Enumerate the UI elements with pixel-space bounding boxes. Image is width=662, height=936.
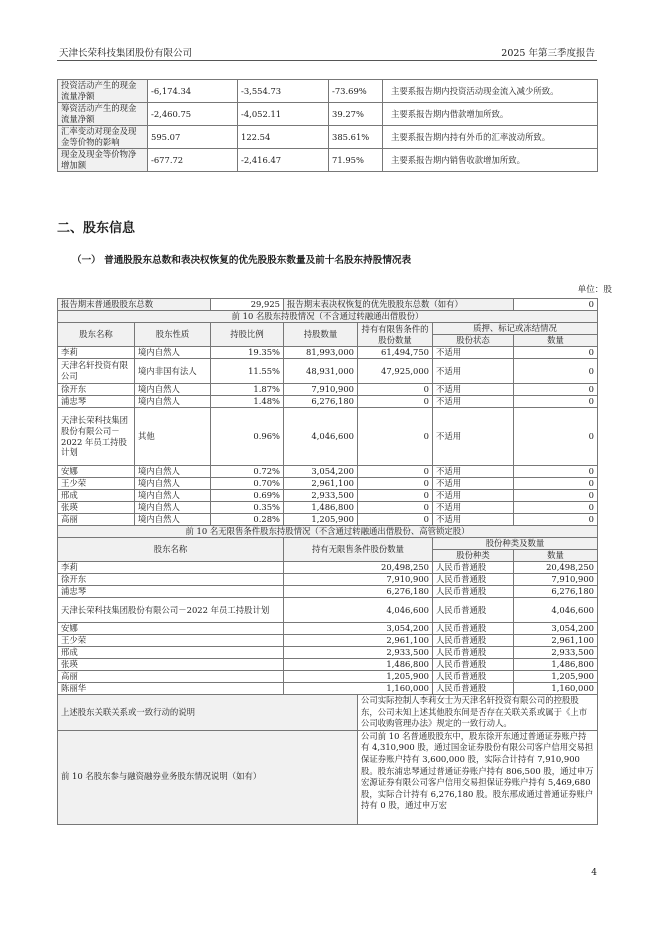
unrestricted-count: 3,054,200 bbox=[284, 623, 433, 635]
unrestricted-qty: 1,205,900 bbox=[514, 671, 598, 683]
col-restricted: 持有有限售条件的股份数量 bbox=[358, 323, 433, 347]
holder-status: 不适用 bbox=[433, 359, 514, 384]
top10-caption: 前 10 名股东持股情况（不含通过转融通出借股份） bbox=[58, 311, 598, 323]
holder-restricted: 61,494,750 bbox=[358, 347, 433, 359]
u-col-qty: 数量 bbox=[514, 550, 598, 562]
cashflow-change: 385.61% bbox=[329, 126, 383, 149]
cashflow-item: 投资活动产生的现金流量净额 bbox=[58, 80, 148, 103]
holder-nature: 境内自然人 bbox=[135, 384, 211, 396]
page-header bbox=[57, 44, 597, 61]
top10-row bbox=[58, 514, 598, 526]
summary-row bbox=[58, 299, 598, 311]
unrestricted-count: 4,046,600 bbox=[284, 598, 433, 623]
cashflow-prior: -4,052.11 bbox=[238, 103, 329, 126]
holder-name: 安娜 bbox=[58, 466, 135, 478]
page-number: 4 bbox=[591, 868, 597, 878]
holder-name: 张瑛 bbox=[58, 502, 135, 514]
cashflow-prior: -2,416.47 bbox=[238, 149, 329, 172]
related-note-label: 上述股东关联关系或一致行动的说明 bbox=[58, 695, 358, 731]
cashflow-item: 汇率变动对现金及现金等价物的影响 bbox=[58, 126, 148, 149]
holder-status: 不适用 bbox=[433, 478, 514, 490]
unrestricted-kind: 人民币普通股 bbox=[433, 574, 514, 586]
cashflow-change: 39.27% bbox=[329, 103, 383, 126]
holder-status: 不适用 bbox=[433, 384, 514, 396]
unrestricted-row bbox=[58, 659, 598, 671]
top10-header-row bbox=[58, 323, 598, 335]
unrestricted-kind: 人民币普通股 bbox=[433, 671, 514, 683]
holder-nature: 境内自然人 bbox=[135, 347, 211, 359]
holder-qty: 0 bbox=[514, 502, 598, 514]
pref-holders-label: 报告期末表决权恢复的优先股股东总数（如有） bbox=[284, 299, 514, 311]
cashflow-table bbox=[57, 79, 598, 172]
holder-count: 3,054,200 bbox=[284, 466, 358, 478]
holder-ratio: 1.48% bbox=[211, 396, 284, 408]
margin-note-row bbox=[58, 730, 598, 824]
holder-count: 4,046,600 bbox=[284, 408, 358, 466]
unrestricted-name: 浦忠琴 bbox=[58, 586, 284, 598]
section-subtitle: （一） 普通股股东总数和表决权恢复的优先股股东数量及前十名股东持股情况表 bbox=[72, 255, 412, 266]
unrestricted-count: 20,498,250 bbox=[284, 562, 433, 574]
pref-holders-value: 0 bbox=[514, 299, 598, 311]
unrestricted-qty: 7,910,900 bbox=[514, 574, 598, 586]
cashflow-prior: 122.54 bbox=[238, 126, 329, 149]
cashflow-current: -677.72 bbox=[148, 149, 238, 172]
total-holders-label: 报告期末普通股股东总数 bbox=[58, 299, 211, 311]
holder-restricted: 0 bbox=[358, 502, 433, 514]
holder-name: 天津长荣科技集团股份有限公司－2022 年员工持股计划 bbox=[58, 408, 135, 466]
report-title: 2025 年第三季度报告 bbox=[501, 48, 595, 59]
unrestricted-kind: 人民币普通股 bbox=[433, 562, 514, 574]
unrestricted-qty: 2,933,500 bbox=[514, 647, 598, 659]
cashflow-row bbox=[58, 149, 598, 172]
unrestricted-name: 安娜 bbox=[58, 623, 284, 635]
top10-row bbox=[58, 396, 598, 408]
cashflow-prior: -3,554.73 bbox=[238, 80, 329, 103]
cashflow-current: -6,174.34 bbox=[148, 80, 238, 103]
unrestricted-count: 6,276,180 bbox=[284, 586, 433, 598]
unrestricted-name: 徐开东 bbox=[58, 574, 284, 586]
holder-nature: 境内自然人 bbox=[135, 490, 211, 502]
cashflow-reason: 主要系报告期内借款增加所致。 bbox=[383, 103, 598, 126]
cashflow-current: -2,460.75 bbox=[148, 103, 238, 126]
holder-count: 2,933,500 bbox=[284, 490, 358, 502]
unrestricted-count: 2,961,100 bbox=[284, 635, 433, 647]
unrestricted-row bbox=[58, 671, 598, 683]
unrestricted-row bbox=[58, 598, 598, 623]
col-qty: 数量 bbox=[514, 335, 598, 347]
unit-label: 单位：股 bbox=[577, 285, 612, 295]
margin-note-text: 公司前 10 名普通股股东中，股东徐开东通过普通证券账户持有 4,310,900 股，通过国金证券股份有限公司客户信用交易担保证券账户持有 3,600,000 股，实际合计持有 7,910,900 股。股东浦忠琴通过普通证券账户持有 806,500 股，通过申万宏源证券有限公司客户信用交易担保证券账户持有 5,469,680 股，实际合计持有 6,276,180 股。股东邢成通过普通证券账户持有 0 股，通过申万宏 bbox=[358, 730, 598, 824]
holder-status: 不适用 bbox=[433, 502, 514, 514]
cashflow-item: 筹资活动产生的现金流量净额 bbox=[58, 103, 148, 126]
holder-qty: 0 bbox=[514, 408, 598, 466]
holder-count: 1,486,800 bbox=[284, 502, 358, 514]
unrestricted-name: 邢成 bbox=[58, 647, 284, 659]
holder-restricted: 47,925,000 bbox=[358, 359, 433, 384]
unrestricted-row bbox=[58, 562, 598, 574]
unrestricted-name: 陈丽华 bbox=[58, 683, 284, 695]
section-title: 二、股东信息 bbox=[57, 221, 136, 236]
unrestricted-qty: 6,276,180 bbox=[514, 586, 598, 598]
total-holders-value: 29,925 bbox=[211, 299, 284, 311]
cashflow-reason: 主要系报告期内销售收款增加所致。 bbox=[383, 149, 598, 172]
holder-status: 不适用 bbox=[433, 490, 514, 502]
unrestricted-kind: 人民币普通股 bbox=[433, 647, 514, 659]
holder-name: 邢成 bbox=[58, 490, 135, 502]
unrestricted-qty: 1,486,800 bbox=[514, 659, 598, 671]
holder-name: 高丽 bbox=[58, 514, 135, 526]
unrestricted-name: 王少荣 bbox=[58, 635, 284, 647]
col-nature: 股东性质 bbox=[135, 323, 211, 347]
holder-qty: 0 bbox=[514, 466, 598, 478]
u-col-kind: 股份种类 bbox=[433, 550, 514, 562]
holder-ratio: 19.35% bbox=[211, 347, 284, 359]
unrestricted-qty: 1,160,000 bbox=[514, 683, 598, 695]
top10-row bbox=[58, 359, 598, 384]
unrestricted-qty: 2,961,100 bbox=[514, 635, 598, 647]
holder-restricted: 0 bbox=[358, 514, 433, 526]
holder-restricted: 0 bbox=[358, 478, 433, 490]
holder-ratio: 0.69% bbox=[211, 490, 284, 502]
u-col-kind-group: 股份种类及数量 bbox=[433, 538, 598, 550]
unrestricted-header-row bbox=[58, 538, 598, 550]
cashflow-item: 现金及现金等价物净增加额 bbox=[58, 149, 148, 172]
unrestricted-count: 7,910,900 bbox=[284, 574, 433, 586]
holder-nature: 境内自然人 bbox=[135, 502, 211, 514]
col-count: 持股数量 bbox=[284, 323, 358, 347]
holder-nature: 境内自然人 bbox=[135, 396, 211, 408]
cashflow-row bbox=[58, 103, 598, 126]
holder-name: 徐开东 bbox=[58, 384, 135, 396]
holder-name: 浦忠琴 bbox=[58, 396, 135, 408]
holder-ratio: 0.70% bbox=[211, 478, 284, 490]
holder-count: 81,993,000 bbox=[284, 347, 358, 359]
holder-qty: 0 bbox=[514, 514, 598, 526]
holder-qty: 0 bbox=[514, 478, 598, 490]
holder-count: 7,910,900 bbox=[284, 384, 358, 396]
company-name: 天津长荣科技集团股份有限公司 bbox=[59, 48, 193, 59]
col-pledge: 质押、标记或冻结情况 bbox=[433, 323, 598, 335]
unrestricted-count: 1,486,800 bbox=[284, 659, 433, 671]
unrestricted-row bbox=[58, 623, 598, 635]
unrestricted-caption-row bbox=[58, 526, 598, 538]
holder-count: 1,205,900 bbox=[284, 514, 358, 526]
holder-name: 王少荣 bbox=[58, 478, 135, 490]
cashflow-current: 595.07 bbox=[148, 126, 238, 149]
unrestricted-name: 天津长荣科技集团股份有限公司－2022 年员工持股计划 bbox=[58, 598, 284, 623]
unrestricted-row bbox=[58, 574, 598, 586]
holder-ratio: 0.35% bbox=[211, 502, 284, 514]
holder-restricted: 0 bbox=[358, 384, 433, 396]
related-note-text: 公司实际控制人李莉女士为天津名轩投资有限公司的控股股东，公司未知上述其他股东间是否存在关联关系或属于《上市公司收购管理办法》规定的一致行动人。 bbox=[358, 695, 598, 731]
unrestricted-qty: 20,498,250 bbox=[514, 562, 598, 574]
cashflow-change: 71.95% bbox=[329, 149, 383, 172]
holder-count: 2,961,100 bbox=[284, 478, 358, 490]
unrestricted-caption: 前 10 名无限售条件股东持股情况（不含通过转融通出借股份、高管锁定股） bbox=[58, 526, 598, 538]
margin-note-label: 前 10 名股东参与融资融券业务股东情况说明（如有） bbox=[58, 730, 358, 824]
unrestricted-kind: 人民币普通股 bbox=[433, 635, 514, 647]
unrestricted-name: 高丽 bbox=[58, 671, 284, 683]
top10-row bbox=[58, 384, 598, 396]
holder-status: 不适用 bbox=[433, 347, 514, 359]
cashflow-row bbox=[58, 80, 598, 103]
holder-nature: 境内自然人 bbox=[135, 466, 211, 478]
unrestricted-kind: 人民币普通股 bbox=[433, 623, 514, 635]
top10-row bbox=[58, 466, 598, 478]
holder-qty: 0 bbox=[514, 396, 598, 408]
unrestricted-kind: 人民币普通股 bbox=[433, 586, 514, 598]
unrestricted-row bbox=[58, 635, 598, 647]
shareholder-table bbox=[57, 298, 598, 825]
holder-name: 天津名轩投资有限公司 bbox=[58, 359, 135, 384]
unrestricted-kind: 人民币普通股 bbox=[433, 683, 514, 695]
top10-row bbox=[58, 408, 598, 466]
unrestricted-name: 李莉 bbox=[58, 562, 284, 574]
holder-status: 不适用 bbox=[433, 408, 514, 466]
holder-count: 6,276,180 bbox=[284, 396, 358, 408]
holder-ratio: 0.72% bbox=[211, 466, 284, 478]
holder-status: 不适用 bbox=[433, 396, 514, 408]
cashflow-change: -73.69% bbox=[329, 80, 383, 103]
unrestricted-row bbox=[58, 647, 598, 659]
unrestricted-kind: 人民币普通股 bbox=[433, 659, 514, 671]
top10-row bbox=[58, 502, 598, 514]
holder-qty: 0 bbox=[514, 490, 598, 502]
top10-row bbox=[58, 490, 598, 502]
holder-restricted: 0 bbox=[358, 466, 433, 478]
holder-name: 李莉 bbox=[58, 347, 135, 359]
holder-status: 不适用 bbox=[433, 514, 514, 526]
holder-nature: 境内自然人 bbox=[135, 478, 211, 490]
unrestricted-name: 张瑛 bbox=[58, 659, 284, 671]
holder-ratio: 0.96% bbox=[211, 408, 284, 466]
u-col-count: 持有无限售条件股份数量 bbox=[284, 538, 433, 562]
unrestricted-count: 1,205,900 bbox=[284, 671, 433, 683]
top10-row bbox=[58, 478, 598, 490]
unrestricted-qty: 3,054,200 bbox=[514, 623, 598, 635]
unrestricted-count: 1,160,000 bbox=[284, 683, 433, 695]
holder-nature: 境内非国有法人 bbox=[135, 359, 211, 384]
holder-restricted: 0 bbox=[358, 490, 433, 502]
unrestricted-count: 2,933,500 bbox=[284, 647, 433, 659]
holder-restricted: 0 bbox=[358, 408, 433, 466]
holder-nature: 境内自然人 bbox=[135, 514, 211, 526]
unrestricted-row bbox=[58, 586, 598, 598]
top10-caption-row bbox=[58, 311, 598, 323]
holder-restricted: 0 bbox=[358, 396, 433, 408]
u-col-name: 股东名称 bbox=[58, 538, 284, 562]
unrestricted-row bbox=[58, 683, 598, 695]
holder-ratio: 1.87% bbox=[211, 384, 284, 396]
col-ratio: 持股比例 bbox=[211, 323, 284, 347]
col-name: 股东名称 bbox=[58, 323, 135, 347]
holder-qty: 0 bbox=[514, 359, 598, 384]
cashflow-reason: 主要系报告期内持有外币的汇率波动所致。 bbox=[383, 126, 598, 149]
holder-status: 不适用 bbox=[433, 466, 514, 478]
unrestricted-qty: 4,046,600 bbox=[514, 598, 598, 623]
holder-ratio: 0.28% bbox=[211, 514, 284, 526]
top10-row bbox=[58, 347, 598, 359]
holder-ratio: 11.55% bbox=[211, 359, 284, 384]
col-status: 股份状态 bbox=[433, 335, 514, 347]
unrestricted-kind: 人民币普通股 bbox=[433, 598, 514, 623]
holder-qty: 0 bbox=[514, 384, 598, 396]
related-note-row bbox=[58, 695, 598, 731]
cashflow-row bbox=[58, 126, 598, 149]
cashflow-reason: 主要系报告期内投资活动现金流入减少所致。 bbox=[383, 80, 598, 103]
holder-nature: 其他 bbox=[135, 408, 211, 466]
holder-qty: 0 bbox=[514, 347, 598, 359]
holder-count: 48,931,000 bbox=[284, 359, 358, 384]
